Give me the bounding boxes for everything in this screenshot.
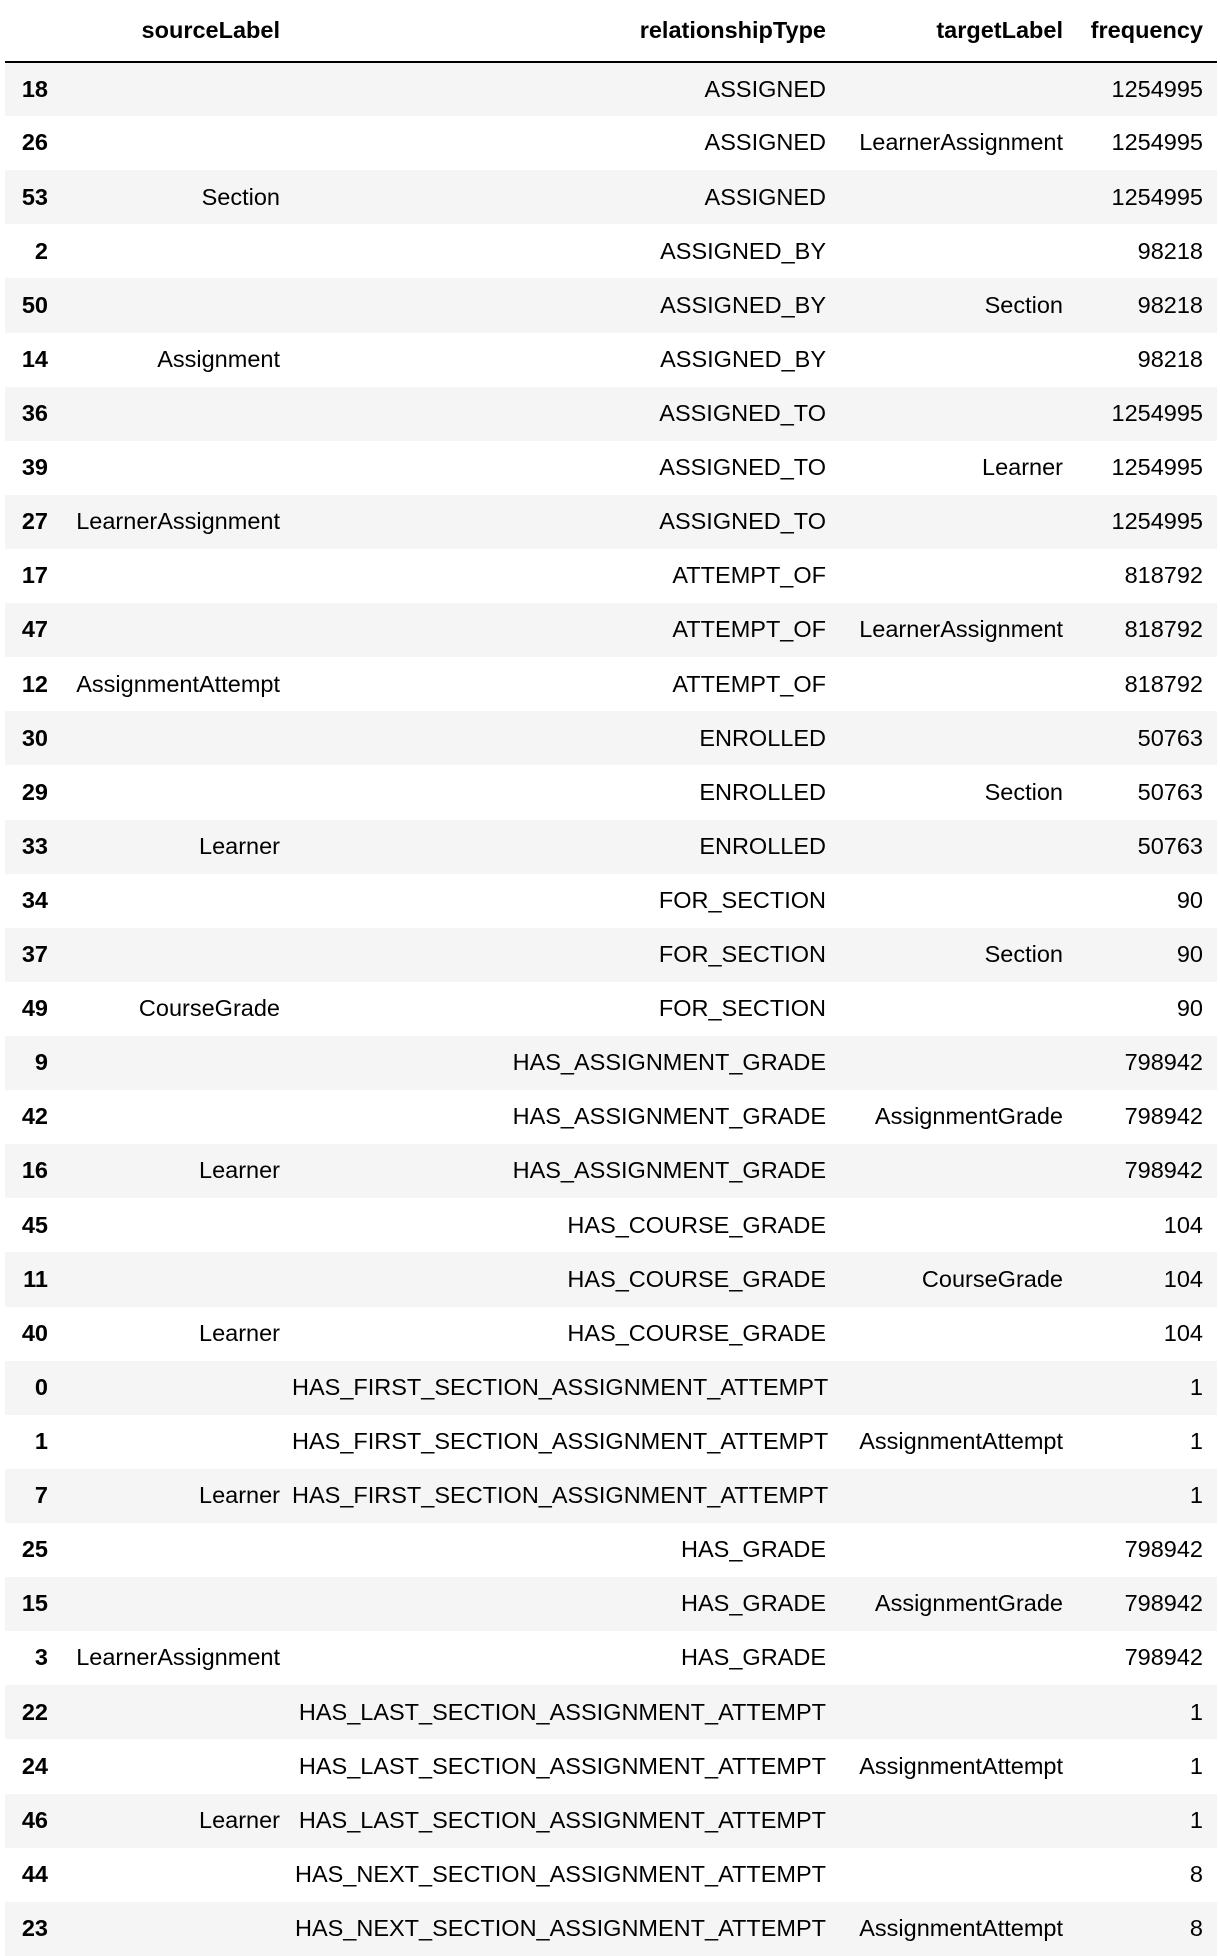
cell-target-label: AssignmentGrade <box>874 1103 1063 1130</box>
cell-relationship-type: ASSIGNED_TO <box>659 454 826 481</box>
cell-target-label <box>838 982 1075 1036</box>
cell-source-label <box>62 116 292 170</box>
header-relationship-type: relationshipType <box>292 0 838 62</box>
cell-frequency: 50763 <box>1137 778 1203 805</box>
row-index: 42 <box>21 1103 48 1130</box>
cell-relationship-type: ENROLLED <box>699 778 826 805</box>
cell-frequency: 798942 <box>1124 1536 1203 1563</box>
cell-frequency: 818792 <box>1124 616 1203 643</box>
table-row <box>5 982 1217 1036</box>
row-index: 33 <box>21 832 48 859</box>
cell-target-label: AssignmentAttempt <box>859 1752 1063 1779</box>
cell-frequency: 90 <box>1176 886 1203 913</box>
cell-source-label: CourseGrade <box>138 995 280 1022</box>
cell-frequency: 798942 <box>1124 1157 1203 1184</box>
cell-relationship-type: ATTEMPT_OF <box>672 670 826 697</box>
table-row <box>5 1090 1217 1144</box>
cell-relationship-type: ASSIGNED <box>704 75 826 102</box>
cell-frequency: 8 <box>1189 1915 1203 1942</box>
row-index: 46 <box>21 1806 48 1833</box>
table-row <box>5 1523 1217 1577</box>
cell-source-label <box>62 224 292 278</box>
table-row <box>5 170 1217 224</box>
cell-relationship-type: ASSIGNED <box>704 183 826 210</box>
cell-target-label <box>838 657 1075 711</box>
cell-target-label <box>838 1794 1075 1848</box>
header-frequency: frequency <box>1075 0 1217 62</box>
table-row <box>5 820 1217 874</box>
cell-source-label: Learner <box>199 832 280 859</box>
cell-relationship-type: HAS_FIRST_SECTION_ASSIGNMENT_ATTEMPT <box>292 1428 829 1455</box>
cell-target-label <box>838 495 1075 549</box>
cell-source-label <box>62 1523 292 1577</box>
cell-source-label <box>62 1198 292 1252</box>
row-index: 17 <box>21 562 48 589</box>
cell-source-label <box>62 62 292 116</box>
cell-source-label <box>62 1577 292 1631</box>
row-index: 23 <box>21 1915 48 1942</box>
table-row <box>5 1577 1217 1631</box>
table-row <box>5 333 1217 387</box>
cell-frequency: 8 <box>1189 1860 1203 1887</box>
cell-target-label <box>838 1361 1075 1415</box>
cell-source-label <box>62 1361 292 1415</box>
row-index: 49 <box>21 995 48 1022</box>
cell-target-label <box>838 1198 1075 1252</box>
row-index: 50 <box>21 291 48 318</box>
cell-target-label <box>838 874 1075 928</box>
cell-relationship-type: HAS_GRADE <box>681 1536 826 1563</box>
cell-frequency: 798942 <box>1124 1590 1203 1617</box>
table-row <box>5 1144 1217 1198</box>
table-row <box>5 116 1217 170</box>
cell-frequency: 50763 <box>1137 724 1203 751</box>
row-index: 36 <box>21 399 48 426</box>
cell-source-label <box>62 928 292 982</box>
header-target-label: targetLabel <box>838 0 1075 62</box>
cell-frequency: 1254995 <box>1111 75 1203 102</box>
cell-target-label <box>838 333 1075 387</box>
cell-source-label <box>62 1036 292 1090</box>
cell-target-label <box>838 387 1075 441</box>
cell-target-label: Section <box>984 778 1063 805</box>
cell-source-label <box>62 1685 292 1739</box>
row-index: 47 <box>21 616 48 643</box>
row-index: 1 <box>34 1428 48 1455</box>
row-index: 16 <box>21 1157 48 1184</box>
row-index: 40 <box>21 1319 48 1346</box>
cell-target-label <box>838 1631 1075 1685</box>
table-row <box>5 495 1217 549</box>
row-index: 29 <box>21 778 48 805</box>
cell-relationship-type: HAS_ASSIGNMENT_GRADE <box>512 1103 826 1130</box>
table-row <box>5 765 1217 819</box>
cell-frequency: 1 <box>1189 1752 1203 1779</box>
cell-relationship-type: HAS_ASSIGNMENT_GRADE <box>512 1049 826 1076</box>
cell-target-label: AssignmentAttempt <box>859 1915 1063 1942</box>
table-row <box>5 1361 1217 1415</box>
cell-source-label: Section <box>201 183 280 210</box>
cell-frequency: 90 <box>1176 995 1203 1022</box>
cell-relationship-type: ATTEMPT_OF <box>672 562 826 589</box>
header-index <box>5 0 62 62</box>
cell-relationship-type: ENROLLED <box>699 832 826 859</box>
cell-relationship-type: HAS_LAST_SECTION_ASSIGNMENT_ATTEMPT <box>298 1752 826 1779</box>
row-index: 9 <box>34 1049 48 1076</box>
table-row <box>5 711 1217 765</box>
table-row <box>5 441 1217 495</box>
table-row <box>5 549 1217 603</box>
row-index: 26 <box>21 129 48 156</box>
header-row <box>5 0 1217 62</box>
row-index: 22 <box>21 1698 48 1725</box>
cell-target-label: LearnerAssignment <box>859 129 1063 156</box>
cell-frequency: 818792 <box>1124 562 1203 589</box>
table-row <box>5 1902 1217 1956</box>
cell-source-label <box>62 387 292 441</box>
row-index: 12 <box>21 670 48 697</box>
table-row <box>5 1252 1217 1306</box>
cell-frequency: 798942 <box>1124 1103 1203 1130</box>
cell-source-label <box>62 874 292 928</box>
cell-source-label <box>62 711 292 765</box>
cell-frequency: 1254995 <box>1111 183 1203 210</box>
cell-relationship-type: HAS_ASSIGNMENT_GRADE <box>512 1157 826 1184</box>
cell-relationship-type: ASSIGNED_BY <box>660 345 826 372</box>
cell-target-label <box>838 549 1075 603</box>
cell-target-label <box>838 711 1075 765</box>
row-index: 30 <box>21 724 48 751</box>
row-index: 37 <box>21 941 48 968</box>
row-index: 53 <box>21 183 48 210</box>
cell-source-label: Learner <box>199 1806 280 1833</box>
cell-source-label <box>62 441 292 495</box>
cell-relationship-type: HAS_LAST_SECTION_ASSIGNMENT_ATTEMPT <box>298 1806 826 1833</box>
cell-target-label <box>838 1307 1075 1361</box>
table-body <box>5 62 1217 1956</box>
cell-target-label <box>838 1144 1075 1198</box>
table-row <box>5 657 1217 711</box>
cell-frequency: 98218 <box>1137 237 1203 264</box>
header-source-label: sourceLabel <box>62 0 292 62</box>
cell-target-label <box>838 62 1075 116</box>
row-index: 34 <box>21 886 48 913</box>
cell-frequency: 90 <box>1176 941 1203 968</box>
cell-source-label <box>62 1415 292 1469</box>
row-index: 7 <box>34 1482 48 1509</box>
cell-target-label: AssignmentGrade <box>874 1590 1063 1617</box>
table-row <box>5 1631 1217 1685</box>
cell-frequency: 1254995 <box>1111 399 1203 426</box>
cell-frequency: 798942 <box>1124 1644 1203 1671</box>
cell-frequency: 1 <box>1189 1482 1203 1509</box>
row-index: 39 <box>21 454 48 481</box>
cell-target-label <box>838 1036 1075 1090</box>
cell-frequency: 1 <box>1189 1806 1203 1833</box>
cell-relationship-type: HAS_COURSE_GRADE <box>567 1211 826 1238</box>
table-row <box>5 1794 1217 1848</box>
table-row <box>5 1469 1217 1523</box>
cell-relationship-type: HAS_GRADE <box>681 1644 826 1671</box>
row-index: 3 <box>34 1644 48 1671</box>
cell-relationship-type: HAS_NEXT_SECTION_ASSIGNMENT_ATTEMPT <box>294 1915 826 1942</box>
row-index: 2 <box>34 237 48 264</box>
row-index: 0 <box>34 1373 48 1400</box>
cell-target-label: LearnerAssignment <box>859 616 1063 643</box>
row-index: 27 <box>21 508 48 535</box>
cell-frequency: 104 <box>1163 1211 1203 1238</box>
cell-frequency: 1254995 <box>1111 129 1203 156</box>
cell-relationship-type: HAS_COURSE_GRADE <box>567 1319 826 1346</box>
table-row <box>5 224 1217 278</box>
cell-source-label: Assignment <box>157 345 280 372</box>
row-index: 18 <box>21 75 48 102</box>
cell-target-label: Section <box>984 291 1063 318</box>
row-index: 11 <box>23 1265 48 1292</box>
table-row <box>5 874 1217 928</box>
cell-relationship-type: HAS_COURSE_GRADE <box>567 1265 826 1292</box>
table-header <box>5 0 1217 62</box>
cell-relationship-type: HAS_FIRST_SECTION_ASSIGNMENT_ATTEMPT <box>292 1482 829 1509</box>
table-row <box>5 1307 1217 1361</box>
cell-relationship-type: ASSIGNED_BY <box>660 237 826 264</box>
cell-source-label: LearnerAssignment <box>76 1644 280 1671</box>
cell-target-label <box>838 1469 1075 1523</box>
cell-target-label <box>838 820 1075 874</box>
table-row <box>5 62 1217 116</box>
cell-frequency: 104 <box>1163 1319 1203 1346</box>
cell-source-label: Learner <box>199 1482 280 1509</box>
table-row <box>5 1848 1217 1902</box>
cell-source-label <box>62 1090 292 1144</box>
cell-frequency: 1 <box>1189 1428 1203 1455</box>
row-index: 24 <box>21 1752 48 1779</box>
row-index: 14 <box>21 345 48 372</box>
cell-relationship-type: ASSIGNED_TO <box>659 508 826 535</box>
cell-frequency: 50763 <box>1137 832 1203 859</box>
cell-target-label: Section <box>984 941 1063 968</box>
cell-frequency: 1254995 <box>1111 508 1203 535</box>
table-row <box>5 1036 1217 1090</box>
cell-frequency: 98218 <box>1137 345 1203 372</box>
cell-frequency: 798942 <box>1124 1049 1203 1076</box>
cell-source-label: AssignmentAttempt <box>76 670 280 697</box>
table-row <box>5 278 1217 332</box>
cell-target-label: CourseGrade <box>921 1265 1063 1292</box>
cell-source-label <box>62 1902 292 1956</box>
cell-frequency: 1 <box>1189 1373 1203 1400</box>
cell-source-label <box>62 765 292 819</box>
row-index: 44 <box>21 1860 48 1887</box>
cell-relationship-type: HAS_GRADE <box>681 1590 826 1617</box>
cell-frequency: 818792 <box>1124 670 1203 697</box>
cell-relationship-type: FOR_SECTION <box>658 886 826 913</box>
table-row <box>5 603 1217 657</box>
cell-source-label <box>62 603 292 657</box>
cell-frequency: 104 <box>1163 1265 1203 1292</box>
table-row <box>5 1685 1217 1739</box>
table-row <box>5 1198 1217 1252</box>
cell-target-label: AssignmentAttempt <box>859 1428 1063 1455</box>
cell-source-label <box>62 1848 292 1902</box>
row-index: 25 <box>21 1536 48 1563</box>
table-row <box>5 1415 1217 1469</box>
row-index: 45 <box>21 1211 48 1238</box>
cell-target-label <box>838 1685 1075 1739</box>
cell-target-label: Learner <box>982 454 1063 481</box>
cell-source-label: LearnerAssignment <box>76 508 280 535</box>
cell-relationship-type: ASSIGNED <box>704 129 826 156</box>
cell-relationship-type: HAS_FIRST_SECTION_ASSIGNMENT_ATTEMPT <box>292 1373 829 1400</box>
cell-relationship-type: ENROLLED <box>699 724 826 751</box>
table-row <box>5 387 1217 441</box>
dataframe-table <box>5 0 1217 1956</box>
cell-source-label: Learner <box>199 1157 280 1184</box>
cell-relationship-type: FOR_SECTION <box>658 941 826 968</box>
cell-source-label: Learner <box>199 1319 280 1346</box>
cell-frequency: 98218 <box>1137 291 1203 318</box>
cell-target-label <box>838 170 1075 224</box>
table-row <box>5 1739 1217 1793</box>
cell-relationship-type: ASSIGNED_BY <box>660 291 826 318</box>
cell-source-label <box>62 549 292 603</box>
cell-source-label <box>62 278 292 332</box>
cell-relationship-type: HAS_LAST_SECTION_ASSIGNMENT_ATTEMPT <box>298 1698 826 1725</box>
cell-source-label <box>62 1252 292 1306</box>
row-index: 15 <box>21 1590 48 1617</box>
cell-target-label <box>838 224 1075 278</box>
cell-source-label <box>62 1739 292 1793</box>
cell-relationship-type: HAS_NEXT_SECTION_ASSIGNMENT_ATTEMPT <box>294 1860 826 1887</box>
cell-relationship-type: ATTEMPT_OF <box>672 616 826 643</box>
cell-frequency: 1254995 <box>1111 454 1203 481</box>
cell-target-label <box>838 1523 1075 1577</box>
cell-frequency: 1 <box>1189 1698 1203 1725</box>
cell-relationship-type: FOR_SECTION <box>658 995 826 1022</box>
table-row <box>5 928 1217 982</box>
cell-target-label <box>838 1848 1075 1902</box>
cell-relationship-type: ASSIGNED_TO <box>659 399 826 426</box>
